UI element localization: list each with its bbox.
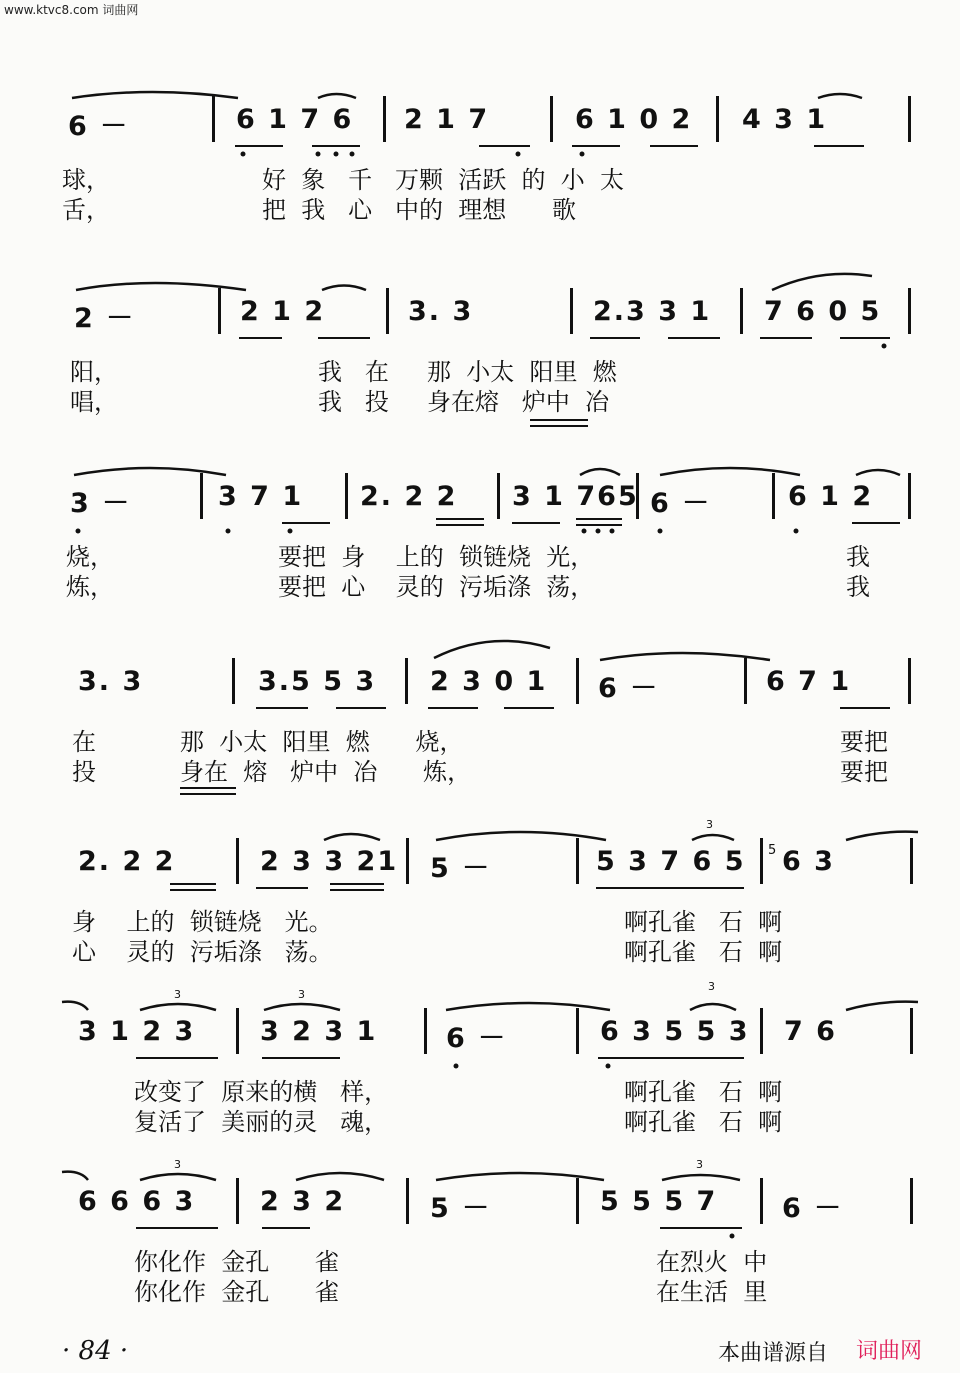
lyric-line: 身 上的 锁链烧 光。 xyxy=(72,908,333,936)
measure-notes: 7 6 xyxy=(784,1016,837,1047)
measure-notes: 2 － xyxy=(74,303,136,334)
slur-marks xyxy=(0,1158,960,1240)
measure-notes: 4 3 1 xyxy=(742,104,828,135)
measure-notes: 2. 2 2 xyxy=(360,481,458,512)
measure-notes: 6 － xyxy=(68,111,130,142)
measure-notes: 5 5 5 7 xyxy=(600,1186,718,1217)
measure-notes: 6 3 5 5 3 xyxy=(600,1016,750,1047)
lyric-line: 心 灵的 污垢涤 荡。 xyxy=(72,938,333,966)
lyric-line: 那 小太 阳里 燃 烧， xyxy=(180,728,464,756)
svg-text:3: 3 xyxy=(708,980,715,993)
lyric-line: 把 我 心 中的 理想 歌 xyxy=(262,196,577,224)
measure-notes: 2 3 0 1 xyxy=(430,666,548,697)
measure-notes: 6 － xyxy=(782,1193,844,1224)
slur-marks xyxy=(0,88,960,158)
lyric-line: 要把 xyxy=(840,728,888,756)
lyric-line: 好 象 千 万颗 活跃 的 小 太 xyxy=(262,166,625,194)
lyric-line: 要把 身 上的 锁链烧 光， xyxy=(278,543,595,571)
measure-notes: 2. 2 2 xyxy=(78,846,176,877)
measure-notes: 2 1 7 xyxy=(404,104,490,135)
page-number: · 84 · xyxy=(62,1336,129,1366)
svg-text:3: 3 xyxy=(174,988,181,1001)
lyric-line: 我 xyxy=(846,573,870,601)
lyric-line: 在 xyxy=(72,728,96,756)
measure-notes: 6 6 6 3 xyxy=(78,1186,196,1217)
lyric-line: 我 xyxy=(846,543,870,571)
lyric-line: 啊孔雀 石 啊 xyxy=(624,908,783,936)
slur-marks xyxy=(0,650,960,800)
lyric-line: 你化作 金孔 雀 xyxy=(134,1278,340,1306)
source-site-link[interactable]: 词曲网 xyxy=(856,1339,923,1364)
source-note: 本曲谱源自 xyxy=(718,1341,829,1366)
slur-marks xyxy=(0,980,960,1070)
measure-notes: 6 － xyxy=(446,1023,508,1054)
measure-notes: 3. 3 xyxy=(78,666,144,697)
measure-notes: 3.5 5 3 xyxy=(258,666,377,697)
lyric-line: 在烈火 中 xyxy=(656,1248,768,1276)
measure-notes: 5 － xyxy=(430,853,492,884)
lyric-line: 啊孔雀 石 啊 xyxy=(624,1108,783,1136)
measure-notes: 6 1 7 6 xyxy=(236,104,354,135)
lyric-line: 炼， xyxy=(66,573,114,601)
lyric-line: 阳， xyxy=(70,358,118,386)
lyric-line: 舌， xyxy=(62,196,110,224)
measure-notes: 2 3 2 xyxy=(260,1186,346,1217)
svg-text:3: 3 xyxy=(706,818,713,831)
measure-notes: 5 3 7 6 5 xyxy=(596,846,746,877)
lyric-line: 烧， xyxy=(66,543,114,571)
measure-notes: 6 7 1 xyxy=(766,666,852,697)
measure-notes: 5 － xyxy=(430,1193,492,1224)
measure-notes: 6 － xyxy=(598,673,660,704)
lyric-line: 我 投 身在熔 炉中 冶 xyxy=(318,388,610,416)
lyric-line: 在生活 里 xyxy=(656,1278,768,1306)
measure-notes: 6 1 2 xyxy=(788,481,874,512)
lyric-line: 要把 xyxy=(840,758,888,786)
measure-notes: 3 1 2 3 xyxy=(78,1016,196,1047)
slur-marks xyxy=(0,280,960,430)
measure-notes: 3 － xyxy=(70,488,132,519)
svg-text:5: 5 xyxy=(768,843,777,858)
measure-notes: 3 1 765 xyxy=(512,481,639,512)
measure-notes: 6 3 xyxy=(782,846,835,877)
measure-notes: 6 － xyxy=(650,488,712,519)
lyric-line: 球， xyxy=(62,166,110,194)
lyric-line: 改变了 原来的横 样， xyxy=(134,1078,389,1106)
measure-notes: 3 2 3 1 xyxy=(260,1016,378,1047)
lyric-line: 你化作 金孔 雀 xyxy=(134,1248,340,1276)
measure-notes: 2 3 3 21 xyxy=(260,846,399,877)
slur-marks xyxy=(0,818,960,900)
slur-marks xyxy=(0,465,960,535)
lyric-line: 啊孔雀 石 啊 xyxy=(624,938,783,966)
measure-notes: 2.3 3 1 xyxy=(593,296,712,327)
svg-text:3: 3 xyxy=(174,1158,181,1171)
measure-notes: 6 1 0 2 xyxy=(575,104,693,135)
svg-text:3: 3 xyxy=(298,988,305,1001)
site-header: www.ktvc8.com 词曲网 xyxy=(4,3,139,17)
measure-notes: 7 6 0 5 xyxy=(764,296,882,327)
lyric-line: 我 在 那 小太 阳里 燃 xyxy=(318,358,617,386)
lyric-line: 身在 熔 炉中 冶 炼， xyxy=(180,758,472,786)
lyric-line: 复活了 美丽的灵 魂， xyxy=(134,1108,389,1136)
lyric-line: 要把 心 灵的 污垢涤 荡， xyxy=(278,573,595,601)
lyric-line: 投 xyxy=(72,758,96,786)
measure-notes: 3. 3 xyxy=(408,296,474,327)
lyric-line: 唱， xyxy=(70,388,118,416)
svg-text:3: 3 xyxy=(696,1158,703,1171)
lyric-line: 啊孔雀 石 啊 xyxy=(624,1078,783,1106)
measure-notes: 2 1 2 xyxy=(240,296,326,327)
measure-notes: 3 7 1 xyxy=(218,481,304,512)
